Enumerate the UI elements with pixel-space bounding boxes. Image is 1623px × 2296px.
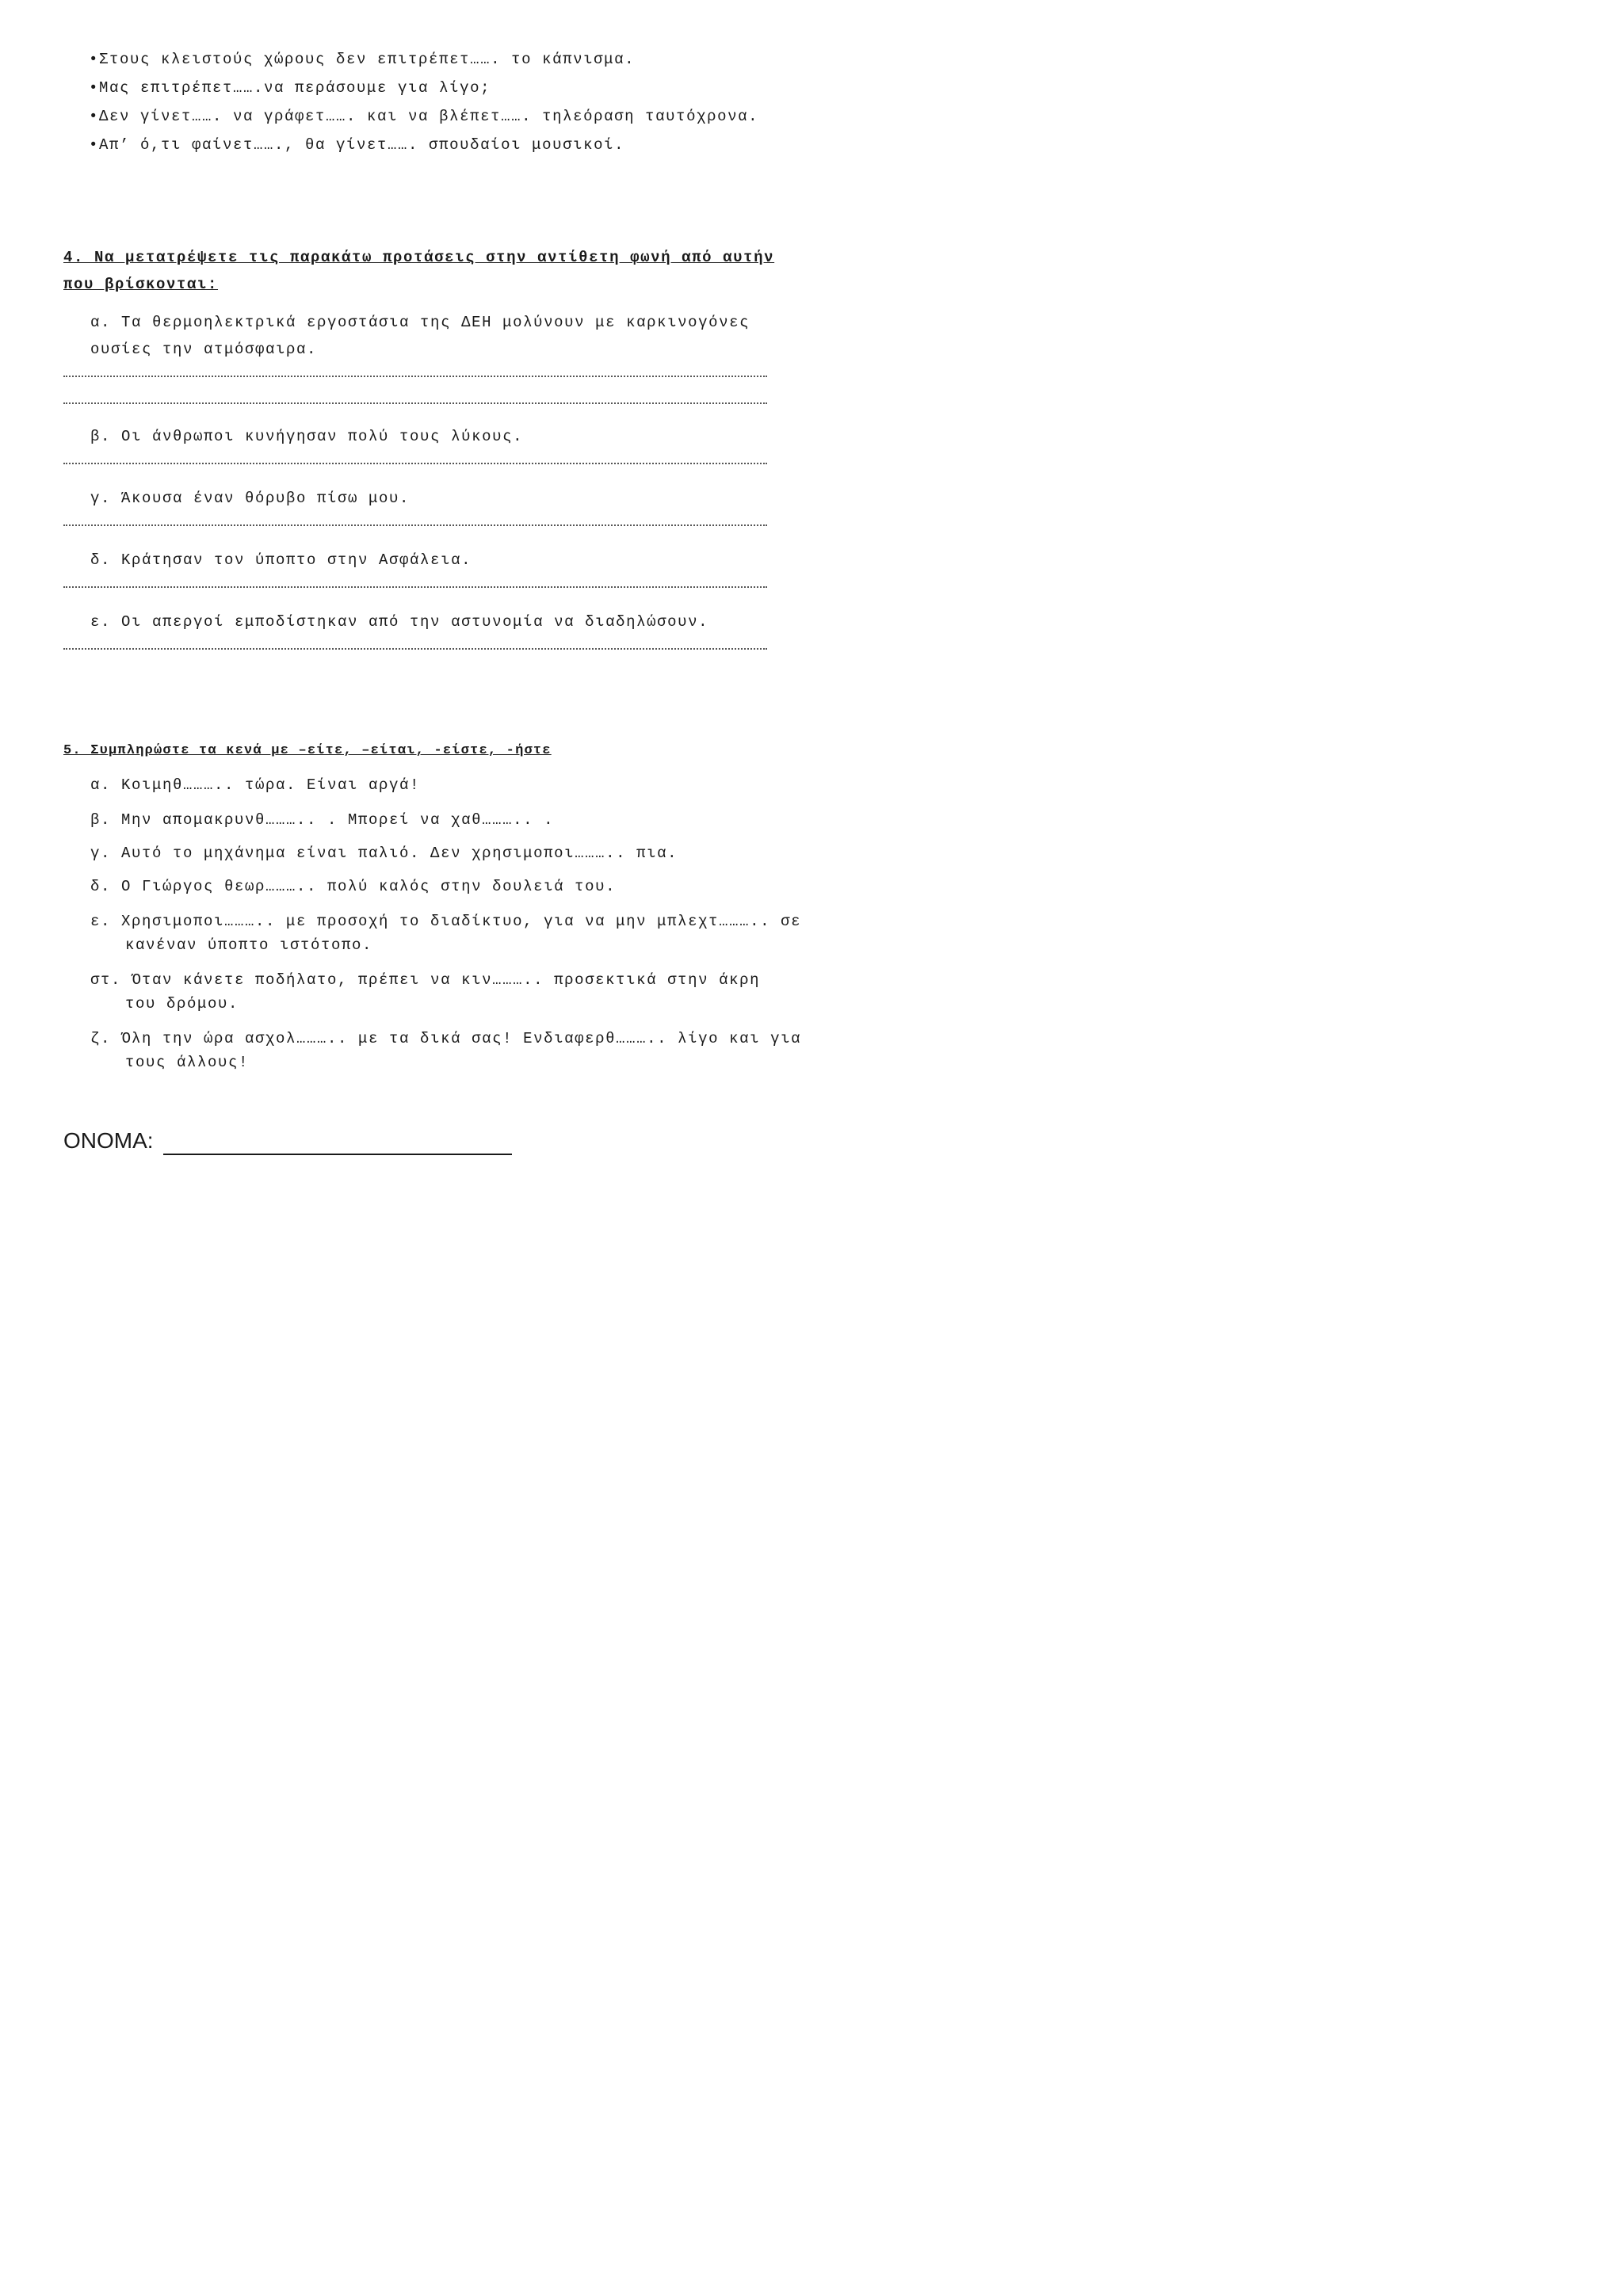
bullet-sentence-4: •Απ’ ό,τι φαίνετ……., θα γίνετ……. σπουδαίοι μουσικοί.	[89, 136, 625, 154]
section-5-heading: 5. Συμπληρώστε τα κενά με –είτε, –είται, -είστε, -ήστε	[63, 743, 552, 758]
section-4-item-b: β. Οι άνθρωποι κυνήγησαν πολύ τους λύκους.	[90, 428, 524, 445]
section-4-item-e: ε. Οι απεργοί εμποδίστηκαν από την αστυνομία να διαδηλώσουν.	[90, 613, 709, 631]
name-field-line[interactable]	[163, 1154, 512, 1155]
section-5-item-st-line-1: στ. Όταν κάνετε ποδήλατο, πρέπει να κιν……….. προσεκτικά στην άκρη	[90, 971, 761, 989]
section-4-heading-line-1: 4. Να μετατρέψετε τις παρακάτω προτάσεις στην αντίθετη φωνή από αυτήν	[63, 249, 775, 266]
section-5-item-st-line-2: του δρόμου.	[125, 995, 239, 1013]
section-5-item-c: γ. Αυτό το μηχάνημα είναι παλιό. Δεν χρησιμοποι……….. πια.	[90, 845, 678, 862]
section-5-item-b: β. Μην απομακρυνθ……….. . Μπορεί να χαθ……….. .	[90, 811, 555, 829]
section-4-item-a-line-1: α. Τα θερμοηλεκτρικά εργοστάσια της ΔΕΗ μολύνουν με καρκινογόνες	[90, 314, 750, 331]
section-4-item-a-line-2: ουσίες την ατμόσφαιρα.	[90, 341, 318, 358]
answer-line[interactable]	[63, 402, 767, 404]
section-4-item-d: δ. Κράτησαν τον ύποπτο στην Ασφάλεια.	[90, 551, 472, 569]
section-5-item-d: δ. Ο Γιώργος θεωρ……….. πολύ καλός στην δουλειά του.	[90, 878, 617, 895]
answer-line[interactable]	[63, 376, 767, 377]
section-5-item-z-line-2: τους άλλους!	[125, 1054, 250, 1071]
section-4-heading-line-2: που βρίσκονται:	[63, 276, 219, 293]
section-5-item-a: α. Κοιμηθ……….. τώρα. Είναι αργά!	[90, 776, 421, 794]
name-label: ΟΝΟΜΑ:	[63, 1128, 154, 1153]
answer-line[interactable]	[63, 648, 767, 650]
section-5-item-e-line-2: κανέναν ύποπτο ιστότοπο.	[125, 936, 373, 954]
answer-line[interactable]	[63, 463, 767, 464]
section-5-item-e-line-1: ε. Χρησιμοποι……….. με προσοχή το διαδίκτυο, για να μην μπλεχτ……….. σε	[90, 913, 802, 930]
bullet-sentence-3: •Δεν γίνετ……. να γράφετ……. και να βλέπετ……. τηλεόραση ταυτόχρονα.	[89, 108, 759, 125]
section-4-item-c: γ. Άκουσα έναν θόρυβο πίσω μου.	[90, 490, 411, 507]
answer-line[interactable]	[63, 524, 767, 526]
bullet-sentence-2: •Μας επιτρέπετ…….να περάσουμε για λίγο;	[89, 79, 491, 97]
section-5-item-z-line-1: ζ. Όλη την ώρα ασχολ……….. με τα δικά σας! Ενδιαφερθ……….. λίγο και για	[90, 1030, 802, 1047]
bullet-sentence-1: •Στους κλειστούς χώρους δεν επιτρέπετ……. το κάπνισμα.	[89, 51, 636, 68]
answer-line[interactable]	[63, 586, 767, 588]
